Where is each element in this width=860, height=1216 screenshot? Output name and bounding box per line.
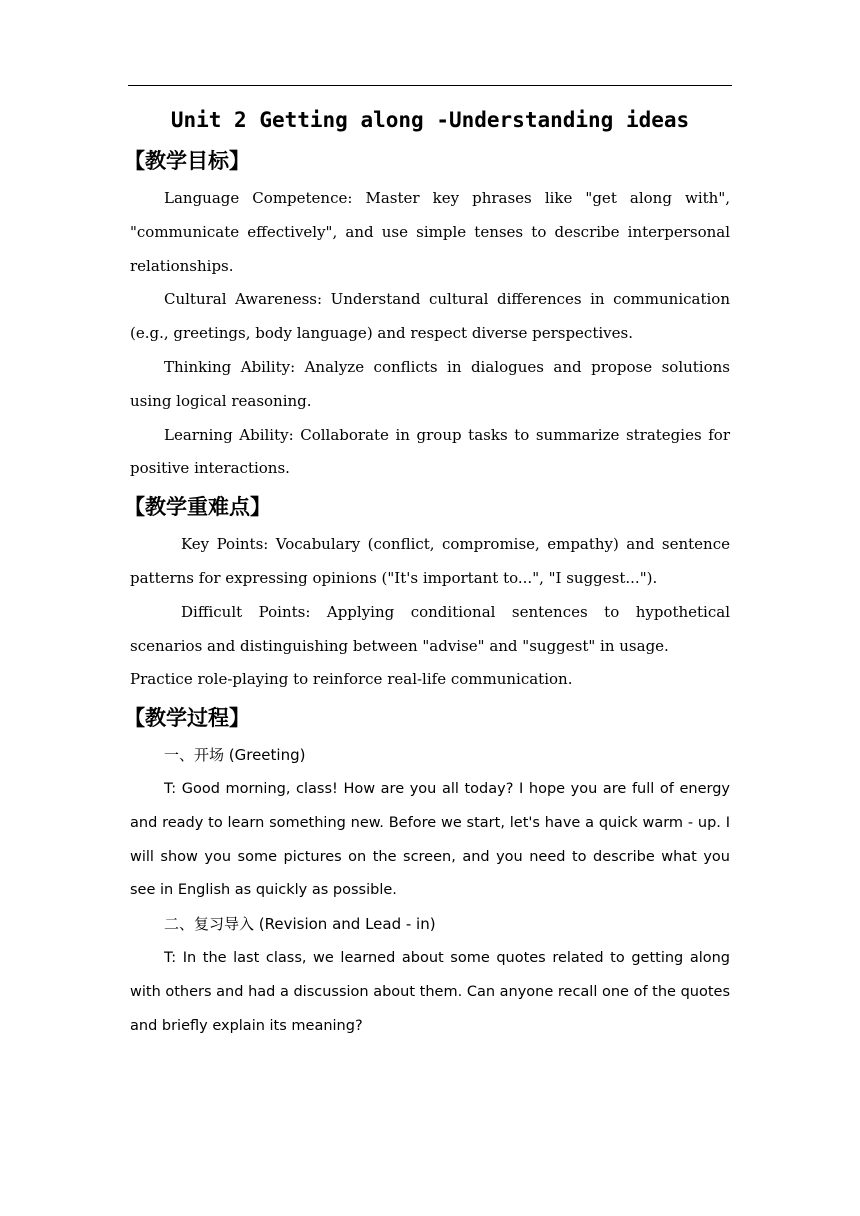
document-title: Unit 2 Getting along -Understanding ideas <box>170 108 690 132</box>
section-heading: 【教学过程】 <box>124 706 250 731</box>
difficult-points-paragraph: Difficult Points: Applying conditional sentences to hypothetical scenarios and distinguishing between "advise" and "suggest" in usage. <box>130 602 730 655</box>
header-rule <box>128 85 732 86</box>
objective-learning-ability: Learning Ability: Collaborate in group tasks to summarize strategies for positive interactions. <box>130 425 730 478</box>
objective-language-competence: Language Competence: Master key phrases like "get along with", "communicate effectively", and use simple tenses to describe interpersonal relationships. <box>130 189 730 275</box>
step-revision-text: T: In the last class, we learned about some quotes related to getting along with others and had a discussion about them. Can anyone recall one of the quotes and briefly explain its meaning? <box>130 949 730 1034</box>
step-greeting-text: T: Good morning, class! How are you all today? I hope you are full of energy and ready to learn something new. Before we start, let's have a quick warm - up. I will show you some pictures on the screen, and you need to describe what you see in English as quickly as possible. <box>130 780 730 899</box>
practice-paragraph: Practice role-playing to reinforce real-life communication. <box>130 670 573 689</box>
step-greeting-label: 一、开场 (Greeting) <box>164 746 306 765</box>
section-teaching-process <box>124 697 730 1043</box>
step-revision-label: 二、复习导入 (Revision and Lead - in) <box>164 915 436 934</box>
section-heading: 【教学目标】 <box>124 149 250 173</box>
objective-cultural-awareness: Cultural Awareness: Understand cultural differences in communication (e.g., greetings, body language) and respect diverse perspectives. <box>130 290 730 343</box>
section-key-points <box>124 486 730 697</box>
objective-thinking-ability: Thinking Ability: Analyze conflicts in dialogues and propose solutions using logical reasoning. <box>130 357 730 410</box>
key-points-paragraph: Key Points: Vocabulary (conflict, compromise, empathy) and sentence patterns for expressing opinions ("It's important to...", "I suggest..."). <box>130 535 730 587</box>
section-teaching-objectives <box>124 140 730 486</box>
section-heading: 【教学重难点】 <box>124 495 271 520</box>
document-body <box>124 100 730 1043</box>
